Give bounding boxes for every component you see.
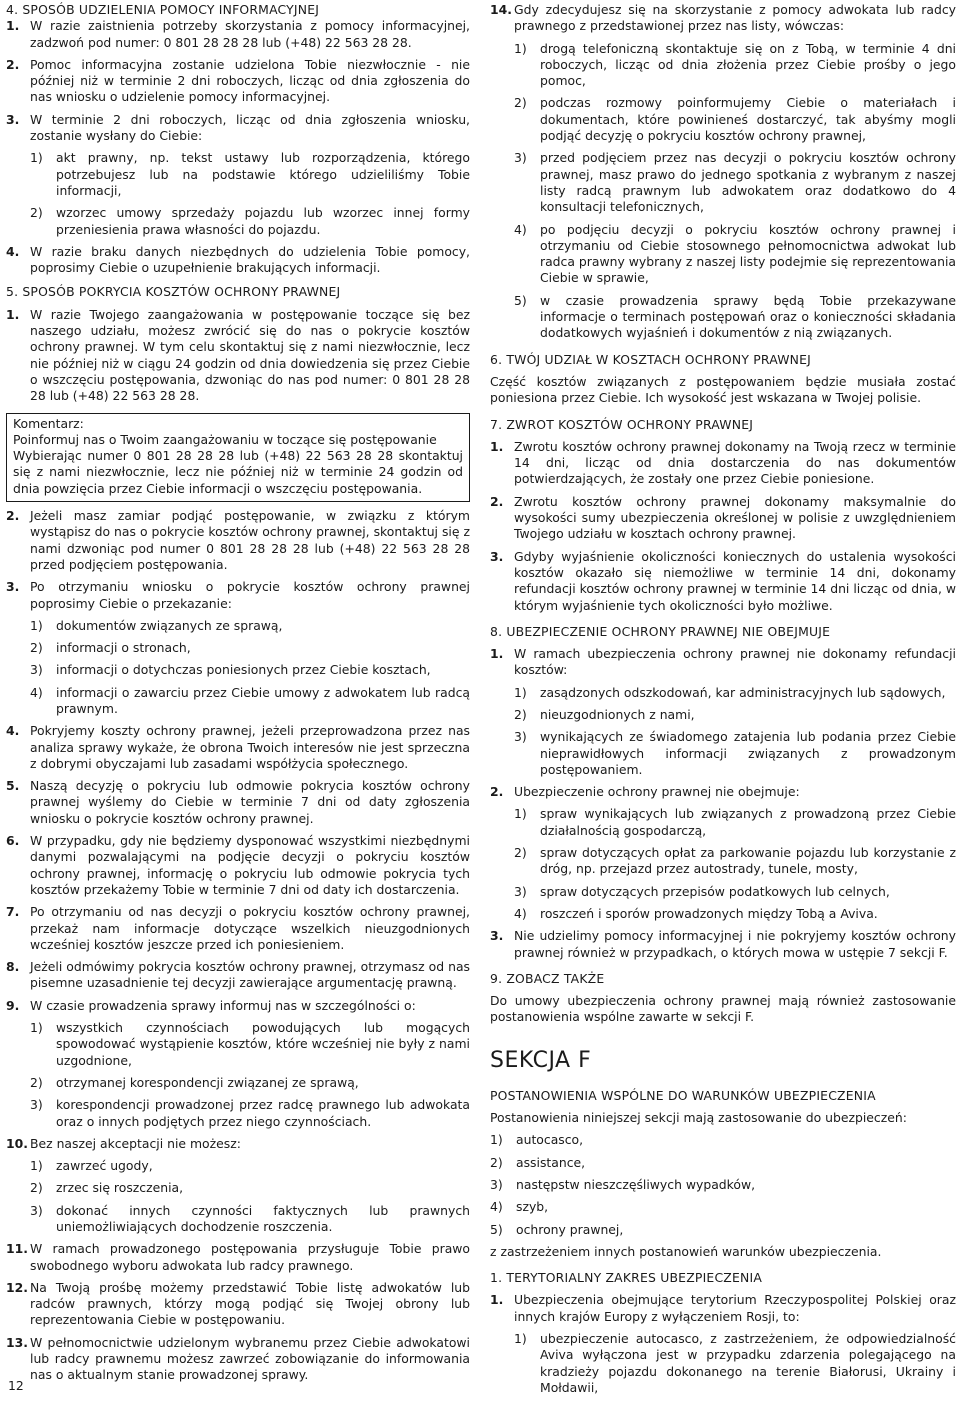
list-item: 1) zawrzeć ugody, <box>30 1158 153 1174</box>
list-item: 3) następstw nieszczęśliwych wypadków, <box>490 1176 756 1192</box>
paragraph-text: Pomoc informacyjna zostanie udzielona Tobie niezwłocznie - nie później niż w terminie 2 dni roboczych, licząc od dnia zgłoszenia do nas wniosku o udzielenie pomocy informacyjnej. <box>30 56 470 105</box>
paragraph-4-1: 1. W razie zaistnienia potrzeby skorzystania z pomocy informacyjnej, zadzwoń pod numer: 0 801 28 28 28 lub (+48) 22 563 28 28. <box>6 18 470 50</box>
paragraph-9: Do umowy ubezpieczenia ochrony prawnej mają również zastosowanie postanowienia wspólne zawarte w sekcji F. <box>490 993 956 1025</box>
paragraph-7-3: 3. Gdyby wyjaśnienie okoliczności koniecznych do ustalenia wysokości kosztów okazało się niemożliwe w terminie 14 dni, dokonamy refundacji kosztów ochrony prawnej w terminie 14 dni licząc od dnia, w którym wyjaśnienie tych okoliczności było możliwe. <box>490 548 957 613</box>
paragraph-4-2: 2. Pomoc informacyjna zostanie udzielona Tobie niezwłocznie - nie później niż w terminie 2 dni roboczych, licząc od dnia zgłoszenia do nas wniosku o udzielenie pomocy informacyjnej. <box>6 56 470 105</box>
paragraph-5-12: 12. Na Twoją prośbę możemy przedstawić Tobie listę adwokatów lub radców prawnych, którzy mogą podjąć się Twojej obrony lub reprezentowania Ciebie w postępowaniu. <box>6 1279 470 1328</box>
comment-title: Poinformuj nas o Twoim zaangażowaniu w toczące się postępowanie <box>13 431 437 447</box>
list-item: 1) drogą telefoniczną skontaktuje się on z Tobą, w terminie 4 dni roboczych, licząc od dnia złożenia przez Ciebie prośby o jego pomoc, <box>514 40 956 89</box>
list-item: 2) spraw dotyczących opłat za parkowanie pojazdu lub korzystanie z dróg, np. przejazd przez autostrady, tunele, mosty, <box>514 845 956 877</box>
paragraph-5-10: 10. Bez naszej akceptacji nie możesz: <box>6 1135 241 1151</box>
list-item: 2) assistance, <box>490 1154 586 1170</box>
list-item: 3) wynikających ze świadomego zatajenia lub podania przez Ciebie nieprawidłowych informacji związanych z prowadzonym postępowaniem. <box>514 729 956 777</box>
paragraph-5-14: 14. Gdy zdecydujesz się na skorzystanie z pomocy adwokata lub radcy prawnego z przedstawionej przez nas listy, wówczas: <box>490 2 956 34</box>
list-item: 1) autocasco, <box>490 1132 584 1148</box>
list-item: 3) przed podjęciem przez nas decyzji o pokryciu kosztów ochrony prawnej, masz prawo do jednego spotkania z wybranym z naszej listy radcą prawnym lub adwokatem oraz dodatkowo do 4 konsultacji telefonicznych, <box>514 150 956 215</box>
paragraph-5-8: 8. Jeżeli odmówimy pokrycia kosztów ochrony prawnej, otrzymasz od nas pisemne uzasadnienie tej decyzji zawierające argumentację prawną. <box>6 959 470 991</box>
section-8-heading: 8. UBEZPIECZENIE OCHRONY PRAWNEJ NIE OBEJMUJE <box>490 623 831 639</box>
list-item: 1) ubezpieczenie autocasco, z zastrzeżeniem, że odpowiedzialność Aviva wyłączona jest w przypadku zdarzenia polegającego na kradzieży pojazdu dokonanego na terenie Białorusi, Ukrainy i Mołdawii, <box>514 1331 956 1395</box>
right-column <box>490 2 956 1402</box>
list-item: 2) informacji o stronach, <box>30 640 191 656</box>
list-item: 4) szyb, <box>490 1199 549 1215</box>
comment-box <box>6 413 470 502</box>
section-f-title: SEKCJA F <box>490 1047 592 1073</box>
paragraph-8-1: 1. W ramach ubezpieczenia ochrony prawnej nie dokonamy refundacji kosztów: <box>490 646 956 678</box>
paragraph-text: W razie Twojego zaangażowania w postępowanie toczące się bez naszego udziału, możesz zwrócić się do nas o pokrycie kosztów ochrony prawnej. W tym celu skontaktuj się z nami niezwłocznie, lecz nie później niż w ciągu 24 godzin od dnia dowiedzenia się przez Ciebie o wszczęciu postępowania, dzwoniąc do nas pod numer: 0 801 28 28 28 lub (+48) 22 563 28 28. <box>30 306 470 404</box>
list-item: 5) w czasie prowadzenia sprawy będą Tobie przekazywane informacje o terminach postępowań oraz o konieczności składania dodatkowych wyjaśnień i dokumentów z nią związanych. <box>514 292 956 341</box>
list-item: 5) ochrony prawnej, <box>490 1221 624 1237</box>
comment-text: Wybierając numer 0 801 28 28 28 lub (+48) 22 563 28 28 skontaktuj się z nami niezwłocznie, lecz nie później niż w terminie 24 godzin od dnia powzięcia przez Ciebie informacji o wszczęciu postępowania. <box>13 448 463 496</box>
paragraph-text: W razie zaistnienia potrzeby skorzystania z pomocy informacyjnej, zadzwoń pod numer: 0 801 28 28 28 lub (+48) 22 563 28 28. <box>30 18 470 50</box>
list-item: 4) po podjęciu decyzji o pokryciu kosztów ochrony prawnej i otrzymaniu od Ciebie stosownego pełnomocnictwa adwokat lub radca prawny wybrany z naszej listy podejmie się reprezentowania Ciebie w sprawie, <box>514 221 956 286</box>
paragraph-5-4: 4. Pokryjemy koszty ochrony prawnej, jeżeli przeprowadzona przez nas analiza sprawy wykaże, że obrona Twoich interesów nie jest sprzeczna z dobrymi obyczajami lub zasadami współżycia społecznego. <box>6 723 470 771</box>
paragraph-f1-1: 1. Ubezpieczenia obejmujące terytorium Rzeczypospolitej Polskiej oraz innych krajów Europy z wyłączeniem Rosji, to: <box>490 1292 956 1324</box>
list-item: 3) spraw dotyczących przepisów podatkowych lub celnych, <box>514 883 890 899</box>
paragraph-4-3: 3. W terminie 2 dni roboczych, licząc od dnia zgłoszenia wniosku, zostanie wysłany do Ciebie: <box>6 111 470 144</box>
paragraph-8-2: 2. Ubezpieczenie ochrony prawnej nie obejmuje: <box>490 784 800 800</box>
list-item: 1) dokumentów związanych ze sprawą, <box>30 617 283 633</box>
left-column <box>6 2 470 1390</box>
paragraph-5-5: 5. Naszą decyzję o pokryciu lub odmowie pokrycia kosztów ochrony prawnej wyślemy do Ciebie w terminie 7 dni od daty zgłoszenia wniosku o pokrycie kosztów ochrony prawnej. <box>6 778 470 826</box>
list-item: 1) spraw wynikających lub związanych z prowadzoną przez Ciebie działalnością gospodarczą, <box>514 806 956 838</box>
paragraph-5-1: 1. W razie Twojego zaangażowania w postępowanie toczące się bez naszego udziału, możesz zwrócić się do nas o pokrycie kosztów ochrony prawnej. W tym celu skontaktuj się z nami niezwłocznie, lecz nie później niż w ciągu 24 godzin od dnia dowiedzenia się przez Ciebie o wszczęciu postępowania, dzwoniąc do nas pod numer: 0 801 28 28 28 lub (+48) 22 563 28 28. <box>6 306 470 404</box>
section-7-heading: 7. ZWROT KOSZTÓW OCHRONY PRAWNEJ <box>490 416 754 432</box>
paragraph-7-2: 2. Zwrotu kosztów ochrony prawnej dokonamy maksymalnie do wysokości sumy ubezpieczenia określonej w polisie z uwzględnieniem Twojego udziału w kosztach ochrony prawnej. <box>490 493 956 542</box>
list-item: 2) podczas rozmowy poinformujemy Ciebie o materiałach i dokumentach, które powinieneś dostarczyć, tak abyśmy mogli podjąć decyzję o pokryciu kosztów ochrony prawnej, <box>514 95 956 144</box>
paragraph-5-3: 3. Po otrzymaniu wniosku o pokrycie kosztów ochrony prawnej poprosimy Ciebie o przekazanie: <box>6 579 470 611</box>
list-item: 4) informacji o zawarciu przez Ciebie umowy z adwokatem lub radcą prawnym. <box>30 684 470 716</box>
list-item: 3) dokonać innych czynności faktycznych lub prawnych uniemożliwiających dochodzenie roszczenia. <box>30 1202 470 1234</box>
paragraph-6: Część kosztów związanych z postępowaniem będzie musiała zostać poniesiona przez Ciebie. Ich wysokość jest wskazana w Twojej polisie. <box>490 373 956 406</box>
list-item: 2) wzorzec umowy sprzedaży pojazdu lub wzorzec innej formy przeniesienia prawa własności do pojazdu. <box>30 205 470 237</box>
paragraph-4-4: 4. W razie braku danych niezbędnych do udzielenia Tobie pomocy, poprosimy Ciebie o uzupełnienie brakujących informacji. <box>6 243 470 276</box>
list-item: 4) roszczeń i sporów prowadzonych między Tobą a Aviva. <box>514 905 878 921</box>
page-number: 12 <box>8 1378 24 1393</box>
paragraph-5-2: 2. Jeżeli masz zamiar podjąć postępowanie, w związku z którym wystąpisz do nas o pokrycie kosztów ochrony prawnej, skontaktuj się z nami dzwoniąc pod numer 0 801 28 28 28 lub (+48) 22 563 28 28 przed podjęciem postępowania. <box>6 508 470 572</box>
list-item: 2) otrzymanej korespondencji związanej ze sprawą, <box>30 1074 359 1090</box>
section-4-heading: 4. SPOSÓB UDZIELENIA POMOCY INFORMACYJNEJ <box>6 2 320 17</box>
section-f1-heading: 1. TERYTORIALNY ZAKRES UBEZPIECZENIA <box>490 1270 763 1286</box>
list-item: 2) nieuzgodnionych z nami, <box>514 706 695 722</box>
paragraph-5-11: 11. W ramach prowadzonego postępowania przysługuje Tobie prawo swobodnego wyboru adwokata lub radcy prawnego. <box>6 1241 470 1273</box>
paragraph-8-3: 3. Nie udzielimy pomocy informacyjnej i nie pokryjemy kosztów ochrony prawnej również w przypadkach, o których mowa w ustępie 7 sekcji F. <box>490 928 956 960</box>
paragraph-text: W razie braku danych niezbędnych do udzielenia Tobie pomocy, poprosimy Ciebie o uzupełnienie brakujących informacji. <box>30 243 470 276</box>
section-6-heading: 6. TWÓJ UDZIAŁ W KOSZTACH OCHRONY PRAWNEJ <box>490 351 812 367</box>
list-item: 1) wszystkich czynnościach powodujących lub mogących spowodować wystąpienie kosztów, które wcześniej nie były z nami uzgodnione, <box>30 1020 470 1068</box>
paragraph-5-9: 9. W czasie prowadzenia sprawy informuj nas w szczególności o: <box>6 997 416 1013</box>
paragraph-text: W terminie 2 dni roboczych, licząc od dnia zgłoszenia wniosku, zostanie wysłany do Ciebie: <box>30 111 470 144</box>
section-f-tail: z zastrzeżeniem innych postanowień warunków ubezpieczenia. <box>490 1243 882 1259</box>
comment-label: Komentarz: <box>13 415 84 431</box>
list-item: 1) akt prawny, np. tekst ustawy lub rozporządzenia, którego potrzebujesz lub na podstawie którego udzieliliśmy Tobie informacji, <box>30 150 470 198</box>
paragraph-5-13: 13. W pełnomocnictwie udzielonym wybranemu przez Ciebie adwokatowi lub radcy prawnemu możesz zawrzeć zobowiązanie do informowania nas o aktualnym stanie prowadzonej sprawy. <box>6 1334 470 1383</box>
paragraph-5-7: 7. Po otrzymaniu od nas decyzji o pokryciu kosztów ochrony prawnej, przekaż nam informacje dotyczące wszelkich nieuzgodnionych wcześniej kosztów jeszcze przed ich poniesieniem. <box>6 904 470 952</box>
list-item: 3) korespondencji prowadzonej przez radcę prawnego lub adwokata oraz o innych podjętych przez niego czynnościach. <box>30 1097 470 1129</box>
list-item: 1) zasądzonych odszkodowań, kar administracyjnych lub sądowych, <box>514 684 946 700</box>
list-item: 3) informacji o dotychczas poniesionych przez Ciebie kosztach, <box>30 662 431 678</box>
list-item: 2) zrzec się roszczenia, <box>30 1180 184 1196</box>
section-f-subtitle: POSTANOWIENIA WSPÓLNE DO WARUNKÓW UBEZPIECZENIA <box>490 1087 876 1103</box>
section-9-heading: 9. ZOBACZ TAKŻE <box>490 970 605 986</box>
paragraph-7-1: 1. Zwrotu kosztów ochrony prawnej dokonamy na Twoją rzecz w terminie 14 dni, licząc od dnia dostarczenia do nas dokumentów potwierdzających, że zostały one przez Ciebie poniesione. <box>490 438 956 487</box>
section-f-intro: Postanowienia niniejszej sekcji mają zastosowanie do ubezpieczeń: <box>490 1110 907 1126</box>
section-5-heading: 5. SPOSÓB POKRYCIA KOSZTÓW OCHRONY PRAWNEJ <box>6 284 341 300</box>
paragraph-5-6: 6. W przypadku, gdy nie będziemy dysponować wszystkimi niezbędnymi danymi pozwalającymi na podjęcie decyzji o pokryciu kosztów ochrony prawnej, informację o pokryciu lub odmowie pokrycia tych kosztów przekażemy Tobie w terminie 7 dni od daty ich dostarczenia. <box>6 833 470 897</box>
